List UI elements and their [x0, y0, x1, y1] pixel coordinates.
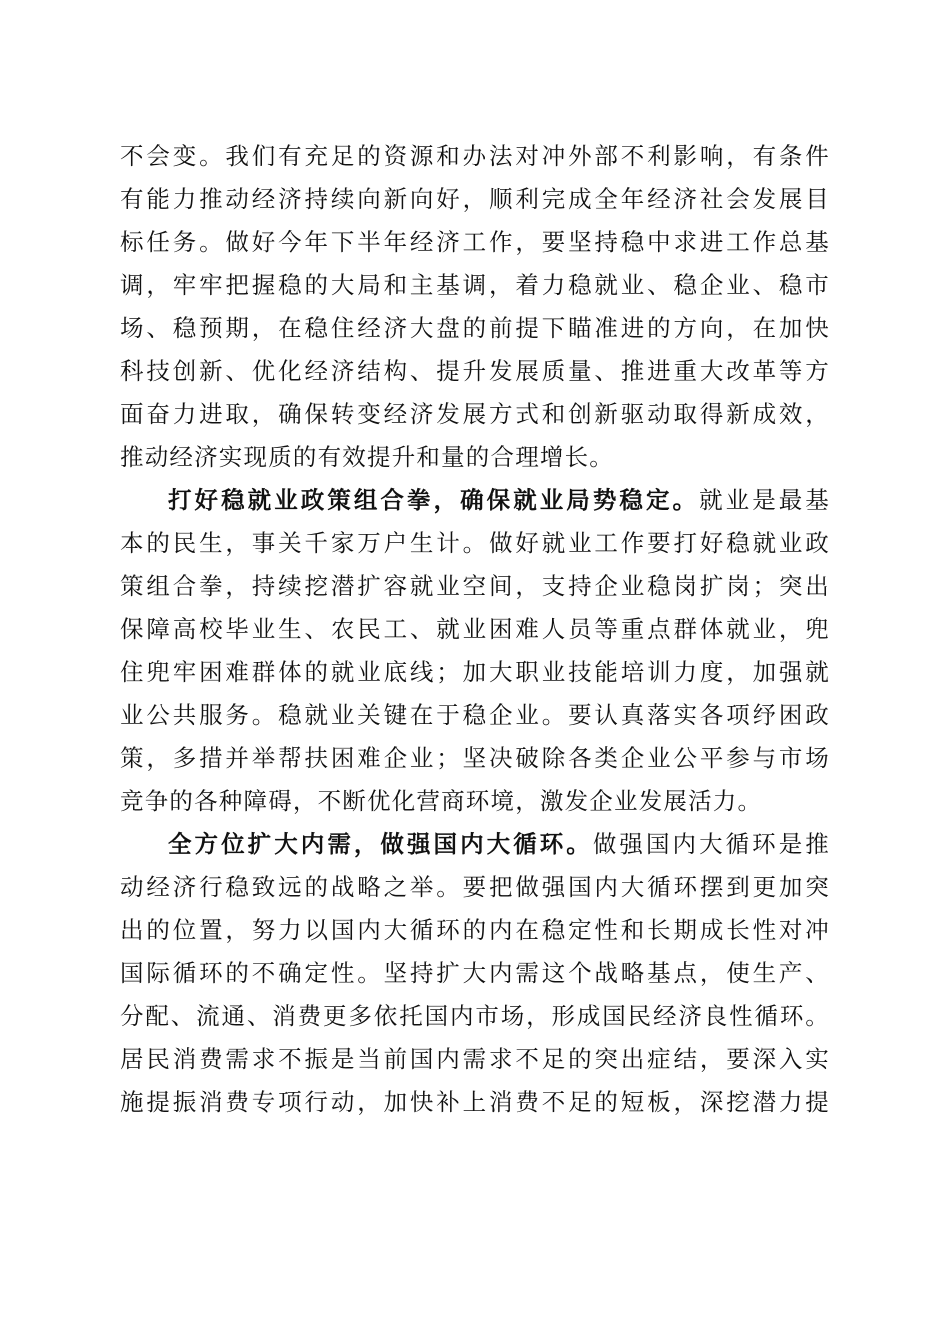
paragraph: [120, 823, 830, 1124]
text-line: 竞争的各种障碍，不断优化营商环境，激发企业发展活力。: [120, 787, 763, 815]
text-line: 国际循环的不确定性。坚持扩大内需这个战略基点，使生产、: [120, 959, 830, 987]
text-line: 出的位置，努力以国内大循环的内在稳定性和长期成长性对冲: [120, 916, 830, 944]
text-line: 调，牢牢把握稳的大局和主基调，着力稳就业、稳企业、稳市: [120, 271, 830, 299]
text-line: 本的民生，事关千家万户生计。做好就业工作要打好稳就业政: [120, 529, 830, 557]
paragraph: [120, 479, 830, 823]
text-run: 就业是最基: [699, 486, 831, 514]
text-line: 保障高校毕业生、农民工、就业困难人员等重点群体就业，兜: [120, 615, 830, 643]
text-line: 动经济行稳致远的战略之举。要把做强国内大循环摆到更加突: [120, 873, 830, 901]
paragraph-heading: 全方位扩大内需，做强国内大循环。: [168, 830, 593, 858]
text-line: 居民消费需求不振是当前国内需求不足的突出症结，要深入实: [120, 1045, 830, 1073]
text-line: [120, 479, 830, 522]
text-line: 分配、流通、消费更多依托国内市场，形成国民经济良性循环。: [120, 1002, 830, 1030]
text-line: 策，多措并举帮扶困难企业；坚决破除各类企业公平参与市场: [120, 744, 830, 772]
text-run: 做强国内大循环是推: [592, 830, 830, 858]
text-line: [120, 823, 830, 866]
text-line: 有能力推动经济持续向新向好，顺利完成全年经济社会发展目: [120, 185, 830, 213]
text-line: 标任务。做好今年下半年经济工作，要坚持稳中求进工作总基: [120, 228, 830, 256]
text-line: 科技创新、优化经济结构、提升发展质量、推进重大改革等方: [120, 357, 830, 385]
text-line: 场、稳预期，在稳住经济大盘的前提下瞄准进的方向，在加快: [120, 314, 830, 342]
text-line: 住兜牢困难群体的就业底线；加大职业技能培训力度，加强就: [120, 658, 830, 686]
paragraph: [120, 135, 830, 479]
text-line: 不会变。我们有充足的资源和办法对冲外部不利影响，有条件: [120, 142, 830, 170]
paragraph-heading: 打好稳就业政策组合拳，确保就业局势稳定。: [168, 486, 700, 514]
text-line: 面奋力进取，确保转变经济发展方式和创新驱动取得新成效，: [120, 400, 830, 428]
text-line: 施提振消费专项行动，加快补上消费不足的短板，深挖潜力提: [120, 1088, 830, 1116]
text-line: 推动经济实现质的有效提升和量的合理增长。: [120, 443, 614, 471]
document-body: [120, 135, 830, 1124]
text-line: 策组合拳，持续挖潜扩容就业空间，支持企业稳岗扩岗；突出: [120, 572, 830, 600]
text-line: 业公共服务。稳就业关键在于稳企业。要认真落实各项纾困政: [120, 701, 830, 729]
